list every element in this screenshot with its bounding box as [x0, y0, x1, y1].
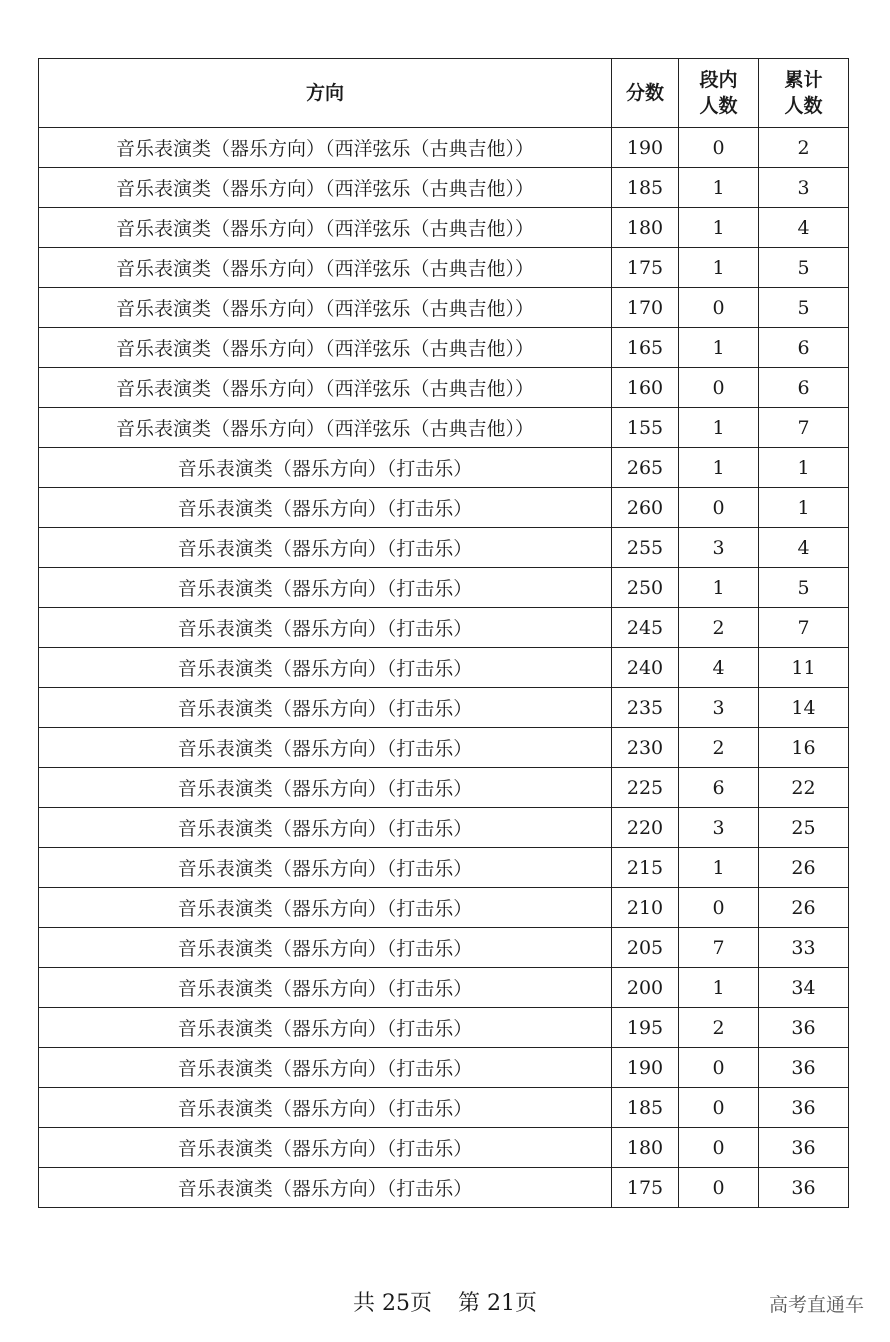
table-row: [39, 368, 849, 408]
cell-cumulative: 7: [759, 608, 849, 648]
cell-direction: 音乐表演类（器乐方向）（西洋弦乐（古典吉他））: [39, 248, 612, 288]
cell-in-segment: 1: [679, 568, 759, 608]
cell-direction: 音乐表演类（器乐方向）（打击乐）: [39, 608, 612, 648]
cell-cumulative: 36: [759, 1168, 849, 1208]
cell-direction: 音乐表演类（器乐方向）（打击乐）: [39, 808, 612, 848]
cell-cumulative: 2: [759, 128, 849, 168]
cell-score: 260: [612, 488, 679, 528]
cell-in-segment: 2: [679, 608, 759, 648]
cell-cumulative: 26: [759, 888, 849, 928]
cell-cumulative: 22: [759, 768, 849, 808]
cell-direction: 音乐表演类（器乐方向）（西洋弦乐（古典吉他））: [39, 368, 612, 408]
cell-direction: 音乐表演类（器乐方向）（打击乐）: [39, 848, 612, 888]
cell-direction: 音乐表演类（器乐方向）（打击乐）: [39, 1128, 612, 1168]
cell-score: 175: [612, 1168, 679, 1208]
cell-direction: 音乐表演类（器乐方向）（打击乐）: [39, 688, 612, 728]
table-row: [39, 288, 849, 328]
table-row: [39, 648, 849, 688]
cell-score: 190: [612, 128, 679, 168]
table-row: [39, 928, 849, 968]
header-score: 分数: [612, 59, 679, 128]
header-in-segment-line1: 段内: [699, 69, 738, 91]
table-row: [39, 128, 849, 168]
cell-cumulative: 36: [759, 1048, 849, 1088]
cell-in-segment: 0: [679, 368, 759, 408]
cell-direction: 音乐表演类（器乐方向）（西洋弦乐（古典吉他））: [39, 168, 612, 208]
cell-in-segment: 0: [679, 1088, 759, 1128]
cell-cumulative: 6: [759, 368, 849, 408]
table-row: [39, 528, 849, 568]
cell-in-segment: 0: [679, 288, 759, 328]
table-row: [39, 968, 849, 1008]
cell-direction: 音乐表演类（器乐方向）（西洋弦乐（古典吉他））: [39, 128, 612, 168]
cell-in-segment: 1: [679, 408, 759, 448]
cell-cumulative: 14: [759, 688, 849, 728]
cell-score: 205: [612, 928, 679, 968]
cell-cumulative: 5: [759, 288, 849, 328]
cell-score: 185: [612, 1088, 679, 1128]
cell-in-segment: 3: [679, 688, 759, 728]
current-page: 第 21页: [458, 1291, 537, 1316]
cell-in-segment: 0: [679, 128, 759, 168]
watermark: 高考直通车: [768, 1294, 864, 1316]
table-row: [39, 1168, 849, 1208]
cell-direction: 音乐表演类（器乐方向）（打击乐）: [39, 568, 612, 608]
cell-cumulative: 5: [759, 568, 849, 608]
total-pages: 共 25页: [353, 1291, 432, 1316]
cell-cumulative: 3: [759, 168, 849, 208]
cell-score: 210: [612, 888, 679, 928]
cell-cumulative: 26: [759, 848, 849, 888]
cell-cumulative: 4: [759, 528, 849, 568]
cell-score: 195: [612, 1008, 679, 1048]
cell-in-segment: 2: [679, 728, 759, 768]
header-cumulative-line1: 累计: [784, 69, 823, 91]
table-row: [39, 888, 849, 928]
cell-direction: 音乐表演类（器乐方向）（西洋弦乐（古典吉他））: [39, 288, 612, 328]
table-row: [39, 808, 849, 848]
cell-direction: 音乐表演类（器乐方向）（打击乐）: [39, 968, 612, 1008]
cell-direction: 音乐表演类（器乐方向）（打击乐）: [39, 1048, 612, 1088]
table-row: [39, 488, 849, 528]
cell-cumulative: 16: [759, 728, 849, 768]
cell-in-segment: 1: [679, 328, 759, 368]
cell-in-segment: 1: [679, 208, 759, 248]
table-row: [39, 208, 849, 248]
cell-score: 160: [612, 368, 679, 408]
cell-in-segment: 3: [679, 528, 759, 568]
cell-direction: 音乐表演类（器乐方向）（打击乐）: [39, 1008, 612, 1048]
cell-score: 165: [612, 328, 679, 368]
cell-score: 255: [612, 528, 679, 568]
cell-score: 180: [612, 1128, 679, 1168]
cell-cumulative: 25: [759, 808, 849, 848]
cell-cumulative: 1: [759, 488, 849, 528]
table-row: [39, 248, 849, 288]
cell-score: 175: [612, 248, 679, 288]
cell-in-segment: 0: [679, 1128, 759, 1168]
cell-direction: 音乐表演类（器乐方向）（打击乐）: [39, 648, 612, 688]
cell-score: 245: [612, 608, 679, 648]
cell-direction: 音乐表演类（器乐方向）（西洋弦乐（古典吉他））: [39, 328, 612, 368]
cell-in-segment: 0: [679, 488, 759, 528]
cell-score: 215: [612, 848, 679, 888]
table-row: [39, 448, 849, 488]
cell-score: 225: [612, 768, 679, 808]
header-cumulative-line2: 人数: [784, 95, 823, 117]
header-cumulative: [759, 59, 849, 128]
cell-direction: 音乐表演类（器乐方向）（打击乐）: [39, 728, 612, 768]
table-row: [39, 848, 849, 888]
cell-score: 230: [612, 728, 679, 768]
header-direction: 方向: [39, 59, 612, 128]
cell-score: 220: [612, 808, 679, 848]
cell-direction: 音乐表演类（器乐方向）（西洋弦乐（古典吉他））: [39, 208, 612, 248]
page-indicator: [0, 1286, 890, 1317]
table-row: [39, 1088, 849, 1128]
table-row: [39, 1128, 849, 1168]
cell-score: 240: [612, 648, 679, 688]
cell-score: 155: [612, 408, 679, 448]
cell-cumulative: 5: [759, 248, 849, 288]
cell-direction: 音乐表演类（器乐方向）（打击乐）: [39, 928, 612, 968]
cell-direction: 音乐表演类（器乐方向）（打击乐）: [39, 1168, 612, 1208]
cell-direction: 音乐表演类（器乐方向）（打击乐）: [39, 768, 612, 808]
cell-in-segment: 1: [679, 448, 759, 488]
table-row: [39, 328, 849, 368]
table-row: [39, 728, 849, 768]
cell-score: 265: [612, 448, 679, 488]
cell-score: 170: [612, 288, 679, 328]
table-row: [39, 1048, 849, 1088]
table-header: [39, 59, 849, 128]
cell-direction: 音乐表演类（器乐方向）（打击乐）: [39, 528, 612, 568]
cell-score: 180: [612, 208, 679, 248]
cell-cumulative: 33: [759, 928, 849, 968]
cell-direction: 音乐表演类（器乐方向）（西洋弦乐（古典吉他））: [39, 408, 612, 448]
cell-in-segment: 1: [679, 848, 759, 888]
cell-cumulative: 36: [759, 1088, 849, 1128]
cell-in-segment: 7: [679, 928, 759, 968]
table-row: [39, 688, 849, 728]
table-row: [39, 768, 849, 808]
table-row: [39, 1008, 849, 1048]
cell-direction: 音乐表演类（器乐方向）（打击乐）: [39, 448, 612, 488]
table-row: [39, 168, 849, 208]
table-row: [39, 568, 849, 608]
header-in-segment-line2: 人数: [699, 95, 738, 117]
cell-score: 235: [612, 688, 679, 728]
cell-in-segment: 2: [679, 1008, 759, 1048]
cell-direction: 音乐表演类（器乐方向）（打击乐）: [39, 888, 612, 928]
cell-score: 200: [612, 968, 679, 1008]
cell-in-segment: 0: [679, 888, 759, 928]
cell-cumulative: 36: [759, 1008, 849, 1048]
cell-in-segment: 1: [679, 168, 759, 208]
cell-in-segment: 3: [679, 808, 759, 848]
cell-cumulative: 6: [759, 328, 849, 368]
cell-in-segment: 1: [679, 968, 759, 1008]
cell-cumulative: 4: [759, 208, 849, 248]
cell-cumulative: 11: [759, 648, 849, 688]
cell-score: 250: [612, 568, 679, 608]
cell-cumulative: 7: [759, 408, 849, 448]
table-row: [39, 608, 849, 648]
score-distribution-table: [38, 58, 849, 1208]
cell-in-segment: 0: [679, 1048, 759, 1088]
cell-in-segment: 1: [679, 248, 759, 288]
header-row: [39, 59, 849, 128]
cell-score: 185: [612, 168, 679, 208]
cell-in-segment: 4: [679, 648, 759, 688]
cell-cumulative: 36: [759, 1128, 849, 1168]
cell-direction: 音乐表演类（器乐方向）（打击乐）: [39, 1088, 612, 1128]
header-in-segment: [679, 59, 759, 128]
cell-cumulative: 34: [759, 968, 849, 1008]
cell-direction: 音乐表演类（器乐方向）（打击乐）: [39, 488, 612, 528]
cell-in-segment: 0: [679, 1168, 759, 1208]
cell-in-segment: 6: [679, 768, 759, 808]
table-row: [39, 408, 849, 448]
cell-cumulative: 1: [759, 448, 849, 488]
cell-score: 190: [612, 1048, 679, 1088]
table-body: [39, 128, 849, 1208]
